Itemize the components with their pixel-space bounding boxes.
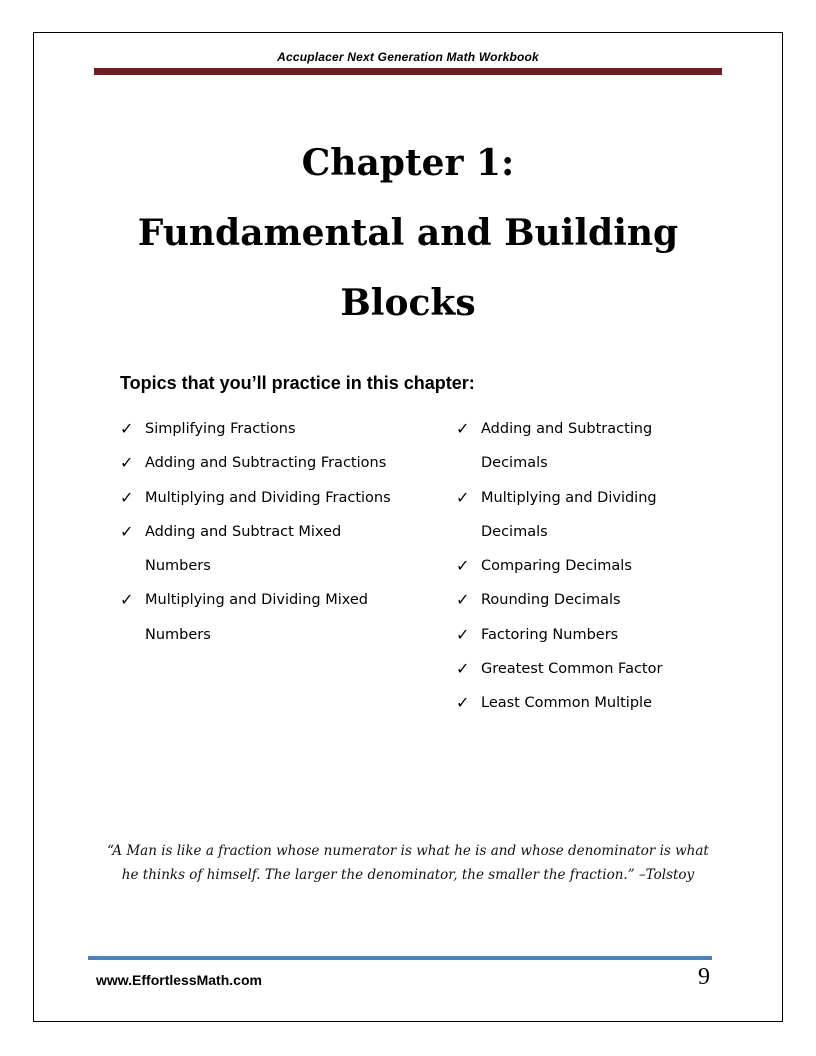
topic-label: Multiplying and Dividing Fractions (145, 489, 391, 506)
topic-item (456, 549, 706, 583)
footer-website: www.EffortlessMath.com (96, 972, 262, 988)
topic-item (120, 583, 410, 652)
checkmark-icon: ✓ (120, 419, 134, 438)
topic-item (456, 652, 706, 686)
topic-item (456, 412, 706, 481)
footer-rule (88, 956, 712, 960)
topic-item (120, 446, 410, 480)
checkmark-icon: ✓ (456, 556, 470, 576)
topic-item (120, 515, 410, 584)
checkmark-icon: ✓ (456, 624, 470, 644)
running-header-title: Accuplacer Next Generation Math Workbook (277, 50, 539, 64)
topics-list-left (120, 412, 410, 652)
topics-list-right (456, 412, 706, 721)
checkmark-icon: ✓ (456, 419, 470, 438)
checkmark-icon: ✓ (120, 590, 134, 610)
topic-label: Adding and Subtracting Decimals (481, 421, 653, 472)
topic-item (120, 481, 410, 515)
checkmark-icon: ✓ (120, 453, 134, 473)
topic-label: Rounding Decimals (481, 592, 621, 609)
checkmark-icon: ✓ (120, 521, 134, 541)
header-rule (94, 68, 722, 75)
chapter-title (0, 128, 816, 338)
topic-label: Adding and Subtracting Fractions (145, 455, 387, 472)
topic-label: Greatest Common Factor (481, 661, 663, 678)
topic-label: Least Common Multiple (481, 695, 652, 712)
topic-item (456, 686, 706, 720)
topic-item (456, 583, 706, 617)
tolstoy-quote: “A Man is like a fraction whose numerator is what he is and whose denominator is what he thinks of himself. The larger the denominator, the smaller the fraction.” –Tolstoy (107, 843, 709, 883)
topic-item (120, 412, 410, 446)
topic-label: Comparing Decimals (481, 558, 632, 575)
topic-label: Adding and Subtract Mixed Numbers (145, 523, 342, 575)
checkmark-icon: ✓ (456, 487, 470, 507)
topic-label: Multiplying and Dividing Mixed Numbers (145, 592, 369, 643)
topic-label: Factoring Numbers (481, 626, 619, 643)
page-number: 9 (698, 964, 710, 990)
chapter-title-line-1: Chapter 1: (301, 142, 515, 184)
chapter-title-line-2: Fundamental and Building (137, 212, 679, 254)
topic-label: Simplifying Fractions (145, 421, 296, 437)
topics-heading: Topics that you’ll practice in this chapter: (120, 373, 475, 393)
checkmark-icon: ✓ (456, 659, 470, 679)
topic-item (456, 481, 706, 550)
topic-label: Multiplying and Dividing Decimals (481, 489, 657, 540)
topic-item (456, 618, 706, 652)
checkmark-icon: ✓ (120, 487, 134, 507)
chapter-title-line-3: Blocks (340, 282, 476, 324)
checkmark-icon: ✓ (456, 590, 470, 610)
checkmark-icon: ✓ (456, 693, 470, 713)
